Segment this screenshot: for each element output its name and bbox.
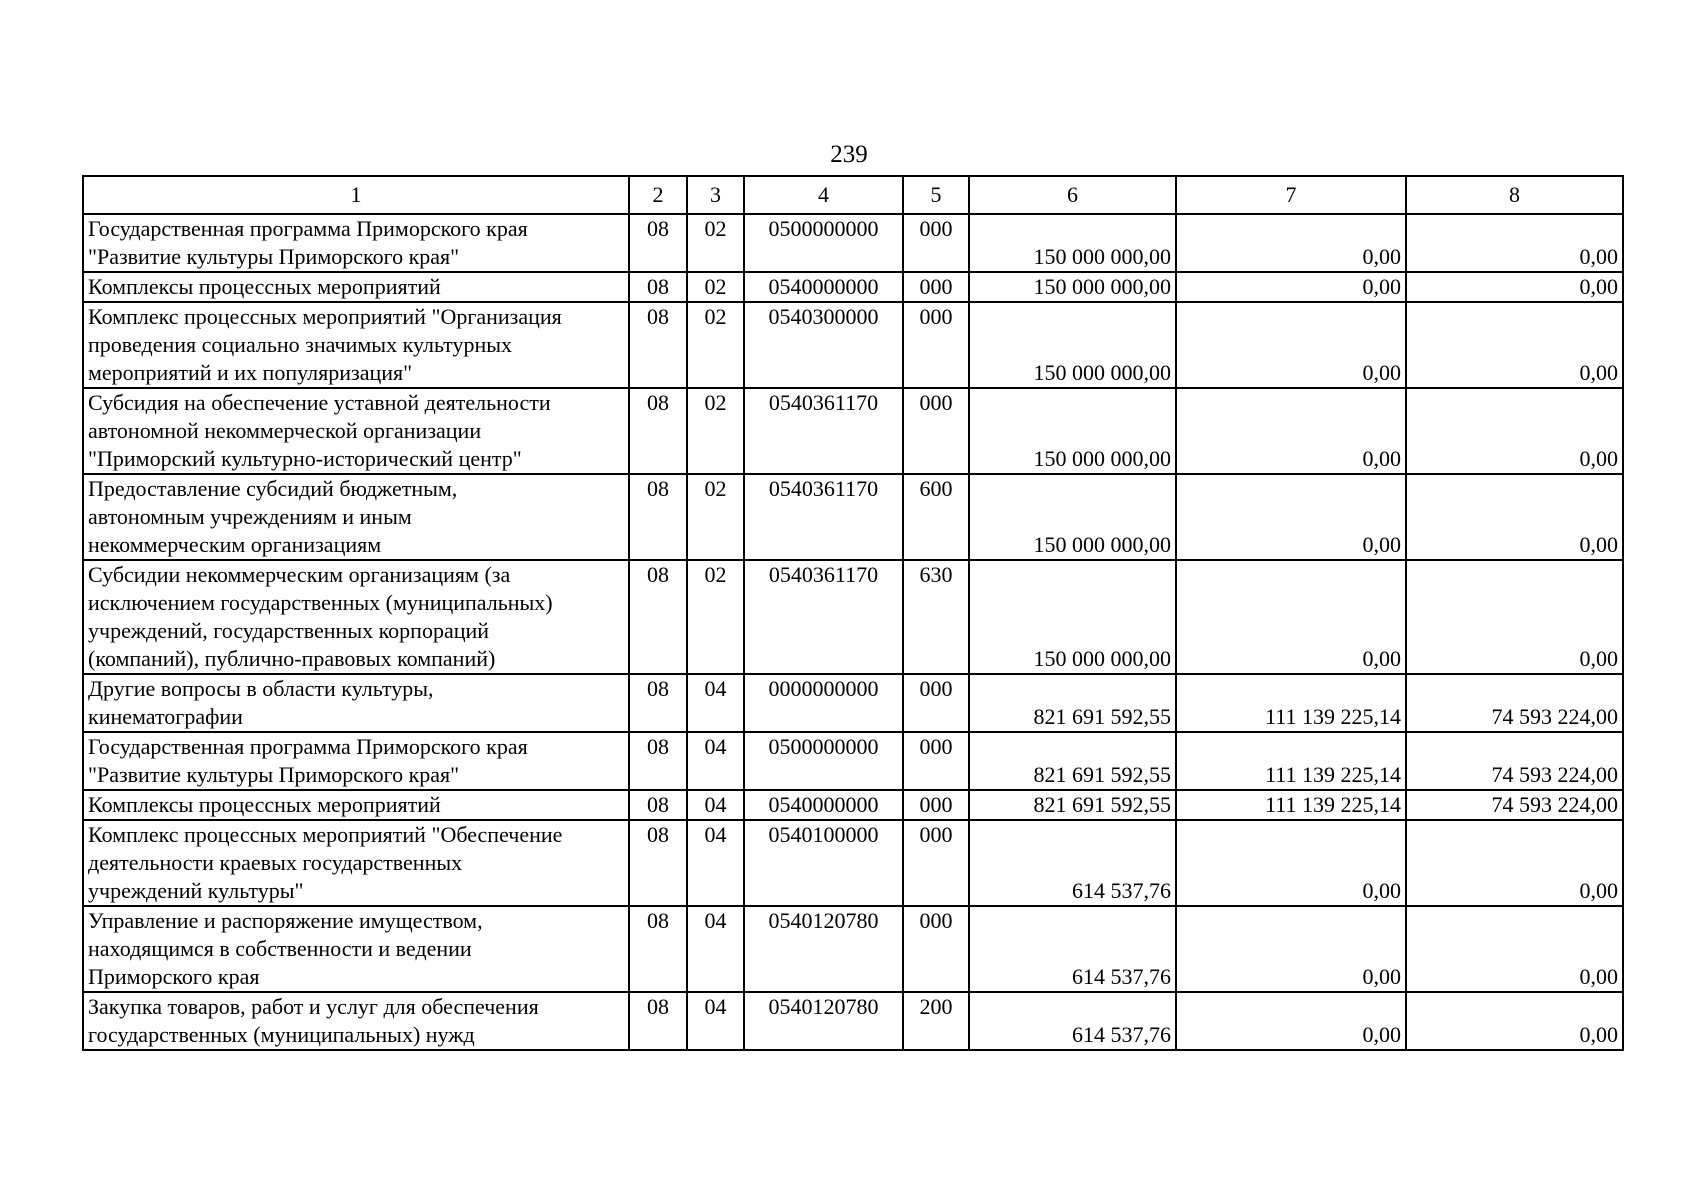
row-name-cell [83, 820, 629, 906]
row-amount-col7-cell: 0,00 [1176, 388, 1406, 474]
table-row [83, 906, 1623, 992]
row-expense-type-cell: 000 [903, 674, 969, 732]
row-section-cell: 08 [629, 906, 687, 992]
row-name-cell [83, 474, 629, 560]
row-amount-col6-cell: 150 000 000,00 [969, 214, 1176, 272]
row-amount-col8-cell: 0,00 [1406, 906, 1623, 992]
table-row [83, 302, 1623, 388]
row-name-cell [83, 906, 629, 992]
row-name-cell [83, 388, 629, 474]
row-amount-col7-cell: 111 139 225,14 [1176, 790, 1406, 820]
row-subsection-cell: 02 [687, 214, 744, 272]
header-cell-7: 7 [1176, 176, 1406, 214]
table-row [83, 732, 1623, 790]
row-section-cell: 08 [629, 992, 687, 1050]
row-amount-col6-cell: 150 000 000,00 [969, 560, 1176, 674]
header-cell-8: 8 [1406, 176, 1623, 214]
table-row [83, 272, 1623, 302]
header-row [83, 176, 1623, 214]
row-target-code-cell: 0500000000 [744, 214, 903, 272]
row-expense-type-cell: 000 [903, 790, 969, 820]
row-amount-col8-cell: 0,00 [1406, 474, 1623, 560]
row-expense-type-cell: 000 [903, 820, 969, 906]
row-target-code-cell: 0000000000 [744, 674, 903, 732]
row-name-text: Закупка товаров, работ и услуг для обеспечения государственных (муниципальных) нужд [88, 994, 539, 1047]
row-amount-col8-cell: 0,00 [1406, 214, 1623, 272]
row-subsection-cell: 02 [687, 474, 744, 560]
row-name-text: Предоставление субсидий бюджетным, автономным учреждениям и иным некоммерческим организациям [88, 476, 458, 557]
row-subsection-cell: 04 [687, 906, 744, 992]
row-target-code-cell: 0540100000 [744, 820, 903, 906]
row-expense-type-cell: 000 [903, 302, 969, 388]
row-amount-col8-cell: 0,00 [1406, 560, 1623, 674]
header-cell-1: 1 [83, 176, 629, 214]
table-row [83, 214, 1623, 272]
row-section-cell: 08 [629, 474, 687, 560]
row-subsection-cell: 02 [687, 560, 744, 674]
row-amount-col7-cell: 0,00 [1176, 992, 1406, 1050]
row-expense-type-cell: 000 [903, 906, 969, 992]
row-name-text: Комплекс процессных мероприятий "Обеспечение деятельности краевых государственных учреждений культуры" [88, 822, 563, 903]
row-name-text: Комплексы процессных мероприятий [88, 274, 441, 299]
row-name-text: Комплексы процессных мероприятий [88, 792, 441, 817]
row-name-cell [83, 214, 629, 272]
row-amount-col7-cell: 0,00 [1176, 820, 1406, 906]
row-subsection-cell: 02 [687, 388, 744, 474]
row-expense-type-cell: 000 [903, 388, 969, 474]
row-name-text: Государственная программа Приморского края "Развитие культуры Приморского края" [88, 734, 528, 787]
table-row [83, 388, 1623, 474]
table-row [83, 790, 1623, 820]
row-amount-col8-cell: 0,00 [1406, 272, 1623, 302]
header-cell-6: 6 [969, 176, 1176, 214]
row-name-text: Субсидии некоммерческим организациям (за исключением государственных (муниципальных) учреждений, государственных корпораций (компаний), публично-правовых компаний) [88, 562, 553, 671]
row-section-cell: 08 [629, 560, 687, 674]
row-subsection-cell: 04 [687, 674, 744, 732]
row-name-cell [83, 992, 629, 1050]
row-target-code-cell: 0540120780 [744, 992, 903, 1050]
row-target-code-cell: 0500000000 [744, 732, 903, 790]
row-section-cell: 08 [629, 674, 687, 732]
row-amount-col7-cell: 111 139 225,14 [1176, 732, 1406, 790]
row-section-cell: 08 [629, 820, 687, 906]
row-subsection-cell: 04 [687, 992, 744, 1050]
row-amount-col7-cell: 111 139 225,14 [1176, 674, 1406, 732]
row-expense-type-cell: 000 [903, 214, 969, 272]
row-amount-col6-cell: 821 691 592,55 [969, 732, 1176, 790]
row-amount-col6-cell: 614 537,76 [969, 992, 1176, 1050]
row-target-code-cell: 0540120780 [744, 906, 903, 992]
row-expense-type-cell: 000 [903, 272, 969, 302]
row-amount-col7-cell: 0,00 [1176, 302, 1406, 388]
table-row [83, 560, 1623, 674]
table-row [83, 820, 1623, 906]
row-name-cell [83, 674, 629, 732]
row-amount-col7-cell: 0,00 [1176, 560, 1406, 674]
row-name-cell [83, 732, 629, 790]
row-amount-col6-cell: 150 000 000,00 [969, 388, 1176, 474]
row-amount-col6-cell: 150 000 000,00 [969, 272, 1176, 302]
row-amount-col6-cell: 821 691 592,55 [969, 790, 1176, 820]
header-cell-2: 2 [629, 176, 687, 214]
header-cell-5: 5 [903, 176, 969, 214]
row-expense-type-cell: 000 [903, 732, 969, 790]
row-subsection-cell: 02 [687, 272, 744, 302]
row-amount-col8-cell: 0,00 [1406, 820, 1623, 906]
row-subsection-cell: 02 [687, 302, 744, 388]
row-expense-type-cell: 600 [903, 474, 969, 560]
row-section-cell: 08 [629, 302, 687, 388]
page-number: 239 [830, 141, 868, 168]
row-amount-col6-cell: 614 537,76 [969, 820, 1176, 906]
row-target-code-cell: 0540361170 [744, 474, 903, 560]
row-section-cell: 08 [629, 732, 687, 790]
row-name-cell [83, 560, 629, 674]
row-amount-col6-cell: 614 537,76 [969, 906, 1176, 992]
row-name-text: Управление и распоряжение имуществом, находящимся в собственности и ведении Приморского края [88, 908, 483, 989]
row-name-text: Комплекс процессных мероприятий "Организация проведения социально значимых культурных мероприятий и их популяризация" [88, 304, 562, 385]
row-name-cell [83, 272, 629, 302]
row-expense-type-cell: 200 [903, 992, 969, 1050]
row-amount-col8-cell: 0,00 [1406, 388, 1623, 474]
row-target-code-cell: 0540361170 [744, 388, 903, 474]
row-target-code-cell: 0540300000 [744, 302, 903, 388]
row-name-text: Другие вопросы в области культуры, кинематографии [88, 676, 434, 729]
row-subsection-cell: 04 [687, 790, 744, 820]
row-amount-col8-cell: 0,00 [1406, 992, 1623, 1050]
row-target-code-cell: 0540000000 [744, 790, 903, 820]
row-amount-col6-cell: 150 000 000,00 [969, 302, 1176, 388]
row-target-code-cell: 0540361170 [744, 560, 903, 674]
row-section-cell: 08 [629, 790, 687, 820]
row-name-cell [83, 302, 629, 388]
row-amount-col8-cell: 74 593 224,00 [1406, 790, 1623, 820]
table-row [83, 674, 1623, 732]
budget-table [82, 175, 1624, 1051]
row-target-code-cell: 0540000000 [744, 272, 903, 302]
row-amount-col7-cell: 0,00 [1176, 906, 1406, 992]
row-amount-col7-cell: 0,00 [1176, 272, 1406, 302]
row-amount-col8-cell: 0,00 [1406, 302, 1623, 388]
row-name-cell [83, 790, 629, 820]
header-cell-3: 3 [687, 176, 744, 214]
row-amount-col7-cell: 0,00 [1176, 214, 1406, 272]
row-section-cell: 08 [629, 214, 687, 272]
table-row [83, 474, 1623, 560]
row-amount-col8-cell: 74 593 224,00 [1406, 732, 1623, 790]
row-section-cell: 08 [629, 272, 687, 302]
header-cell-4: 4 [744, 176, 903, 214]
row-section-cell: 08 [629, 388, 687, 474]
row-amount-col6-cell: 150 000 000,00 [969, 474, 1176, 560]
row-name-text: Субсидия на обеспечение уставной деятельности автономной некоммерческой организации "Приморский культурно-исторический центр" [88, 390, 551, 471]
row-amount-col8-cell: 74 593 224,00 [1406, 674, 1623, 732]
row-name-text: Государственная программа Приморского края "Развитие культуры Приморского края" [88, 216, 528, 269]
row-expense-type-cell: 630 [903, 560, 969, 674]
row-amount-col7-cell: 0,00 [1176, 474, 1406, 560]
row-subsection-cell: 04 [687, 820, 744, 906]
table-row [83, 992, 1623, 1050]
row-amount-col6-cell: 821 691 592,55 [969, 674, 1176, 732]
row-subsection-cell: 04 [687, 732, 744, 790]
